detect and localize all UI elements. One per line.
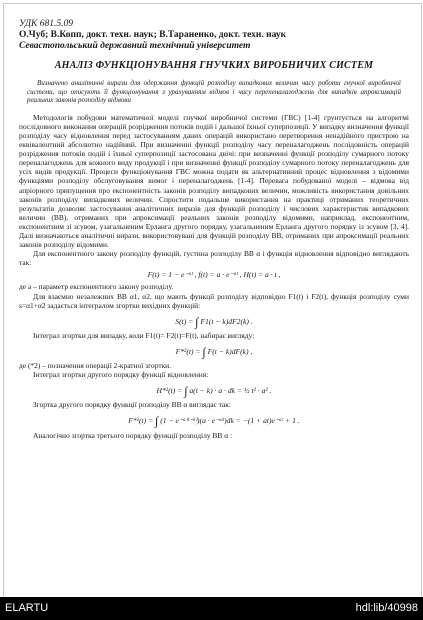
paragraph: Згортка другого порядку функції розподілу ВВ α виглядає так: — [33, 400, 231, 410]
paragraph: Інтеграл згортки другого порядку функції відновлення: — [33, 370, 209, 380]
footer-source: ELARTU — [5, 602, 49, 614]
paragraph: Інтеграл згортки для випадку, коли F1(t)= F2(t)=F(t), набирає вигляду: — [33, 330, 255, 340]
authors: О.Чуб; В.Копп, докт. техн. наук; В.Тараненко, докт. техн. наук — [19, 30, 287, 40]
paragraph: Аналогічно згортка третього порядку функції розподілу ВВ α : — [33, 430, 233, 440]
paragraph: Для взаємно незалежних ВВ α1, α2, що мають функції розподілу відповідно F1(t) і F2(t), функція розподілу суми s=α1+α2 задається інтегралом згортки вихідних функцій: — [19, 291, 409, 310]
formula-exponential: F(t) = 1 − e⁻ᵃᵗ , f(t) = a · e⁻ᵃᵗ , H(t) = a · t , — [147, 270, 281, 280]
integral-sign-icon: ∫ — [155, 414, 159, 429]
page-frame — [3, 3, 422, 599]
formula-lhs: S(t) = — [175, 316, 196, 326]
integral-sign-icon: ∫ — [202, 344, 206, 359]
udk-code: УДК 681.5.09 — [19, 19, 73, 29]
integral-sign-icon: ∫ — [195, 314, 199, 329]
formula-rhs: a(t − k) · a · dk = ½ t² · a² . — [187, 386, 272, 396]
formula-rhs: (1 − e⁻ᵃ⁽ᵗ⁻ᵏ⁾)(a · e⁻ᵃᵏ)dk = −(1 + at)e⁻ᵃᵗ + 1 . — [158, 416, 300, 426]
formula-lhs: H*²(t) = — [156, 386, 185, 396]
paragraph: Для експонентного закону розподілу функцій, густина розподілу ВВ α і функція відновлення відповідно виглядають так: — [19, 249, 409, 268]
document-page — [19, 19, 409, 440]
formula-renewal — [19, 384, 409, 399]
footer-bar — [0, 597, 423, 620]
paper-title: АНАЛІЗ ФУНКЦІОНУВАННЯ ГНУЧКИХ ВИРОБНИЧИХ СИСТЕМ — [54, 60, 374, 71]
formula-rhs: F1(t − k)dF2(k) . — [198, 316, 253, 326]
abstract: Визначено аналітичні вирази для одержання функцій розподілу випадкових величин часу роботи гнучкої виробничої системи, що описують її функціонування з урахуванням відмов і часу перепеналагоджень для випадків апроксимацій реальних законів розподілу відмови — [27, 79, 401, 105]
formula-second-order — [19, 414, 409, 429]
footer-handle: hdl:lib/40998 — [355, 602, 418, 614]
formula-lhs: F*²(t) = — [128, 416, 156, 426]
formula-rhs: F(t − k)dF(k) , — [205, 346, 253, 356]
paragraph: де a – параметр експонентного закону розподілу. — [19, 282, 174, 292]
body-text — [19, 113, 409, 440]
paragraph: де (*2) – позначення операції 2-кратної згортки. — [19, 361, 172, 371]
integral-sign-icon: ∫ — [184, 384, 188, 399]
formula-lhs: F*²(t) = — [175, 346, 203, 356]
paragraph: Методологія побудови математичної моделі гнучкої виробничої системи (ГВС) [1-4] грунтується на алгоритмі послідовного виконання операцій розрідження потоків подій і дальшої їхньої суперпозиції. У випадку визначення функції розподілу часу відновлення перед застосуванням даних операцій використано перетворення ненадійного пристрою на еквівалентний абсолютно надійний. При визначенні функції розподілу часу переналагоджень послідовність операцій розрідження потоків подій і їхньої суперпозиції застосована двічі: при визначенні функції розподілу сумарного потоку переналагоджень для кожного виду продукції і при визначенні функції розподілу сумарного потоку переналагоджень для усіх видів продукції. Процеси функціонування ГВС можна подати як альтернативний процес відновлення з відомими функціями розподілу обслуговування вимог і переналагоджень [1-4]. Перевага побудованої моделі – відмова від апріорного припущення про експонентність законів розподілу випадкових величин, можливість використання довільних законів розподілу випадкових величин. Спростити подальше використання на практиці отриманих теоретичних результатів дозволяє застосування аналітичних виразів для функцій розподілу і числових характеристик випадкових величин (ВВ), отриманих при апроксимації реальних законів розподілу відомими, наприклад, експонентним, експонентним зі зсувом, узагальненим Ерланга другого порядку, узагальненим Ерланга другого порядку із зсувом [3, 4]. Далі визначаються аналітичні вирази, використовувані для функцій розподілу ВВ, отриманих при апроксимації реальних законів розподілу відомими. — [19, 112, 409, 250]
affiliation: Севастопольський державний технічний університет — [19, 41, 251, 51]
formula-convolution — [19, 314, 409, 329]
formula-convolution-2 — [19, 344, 409, 359]
